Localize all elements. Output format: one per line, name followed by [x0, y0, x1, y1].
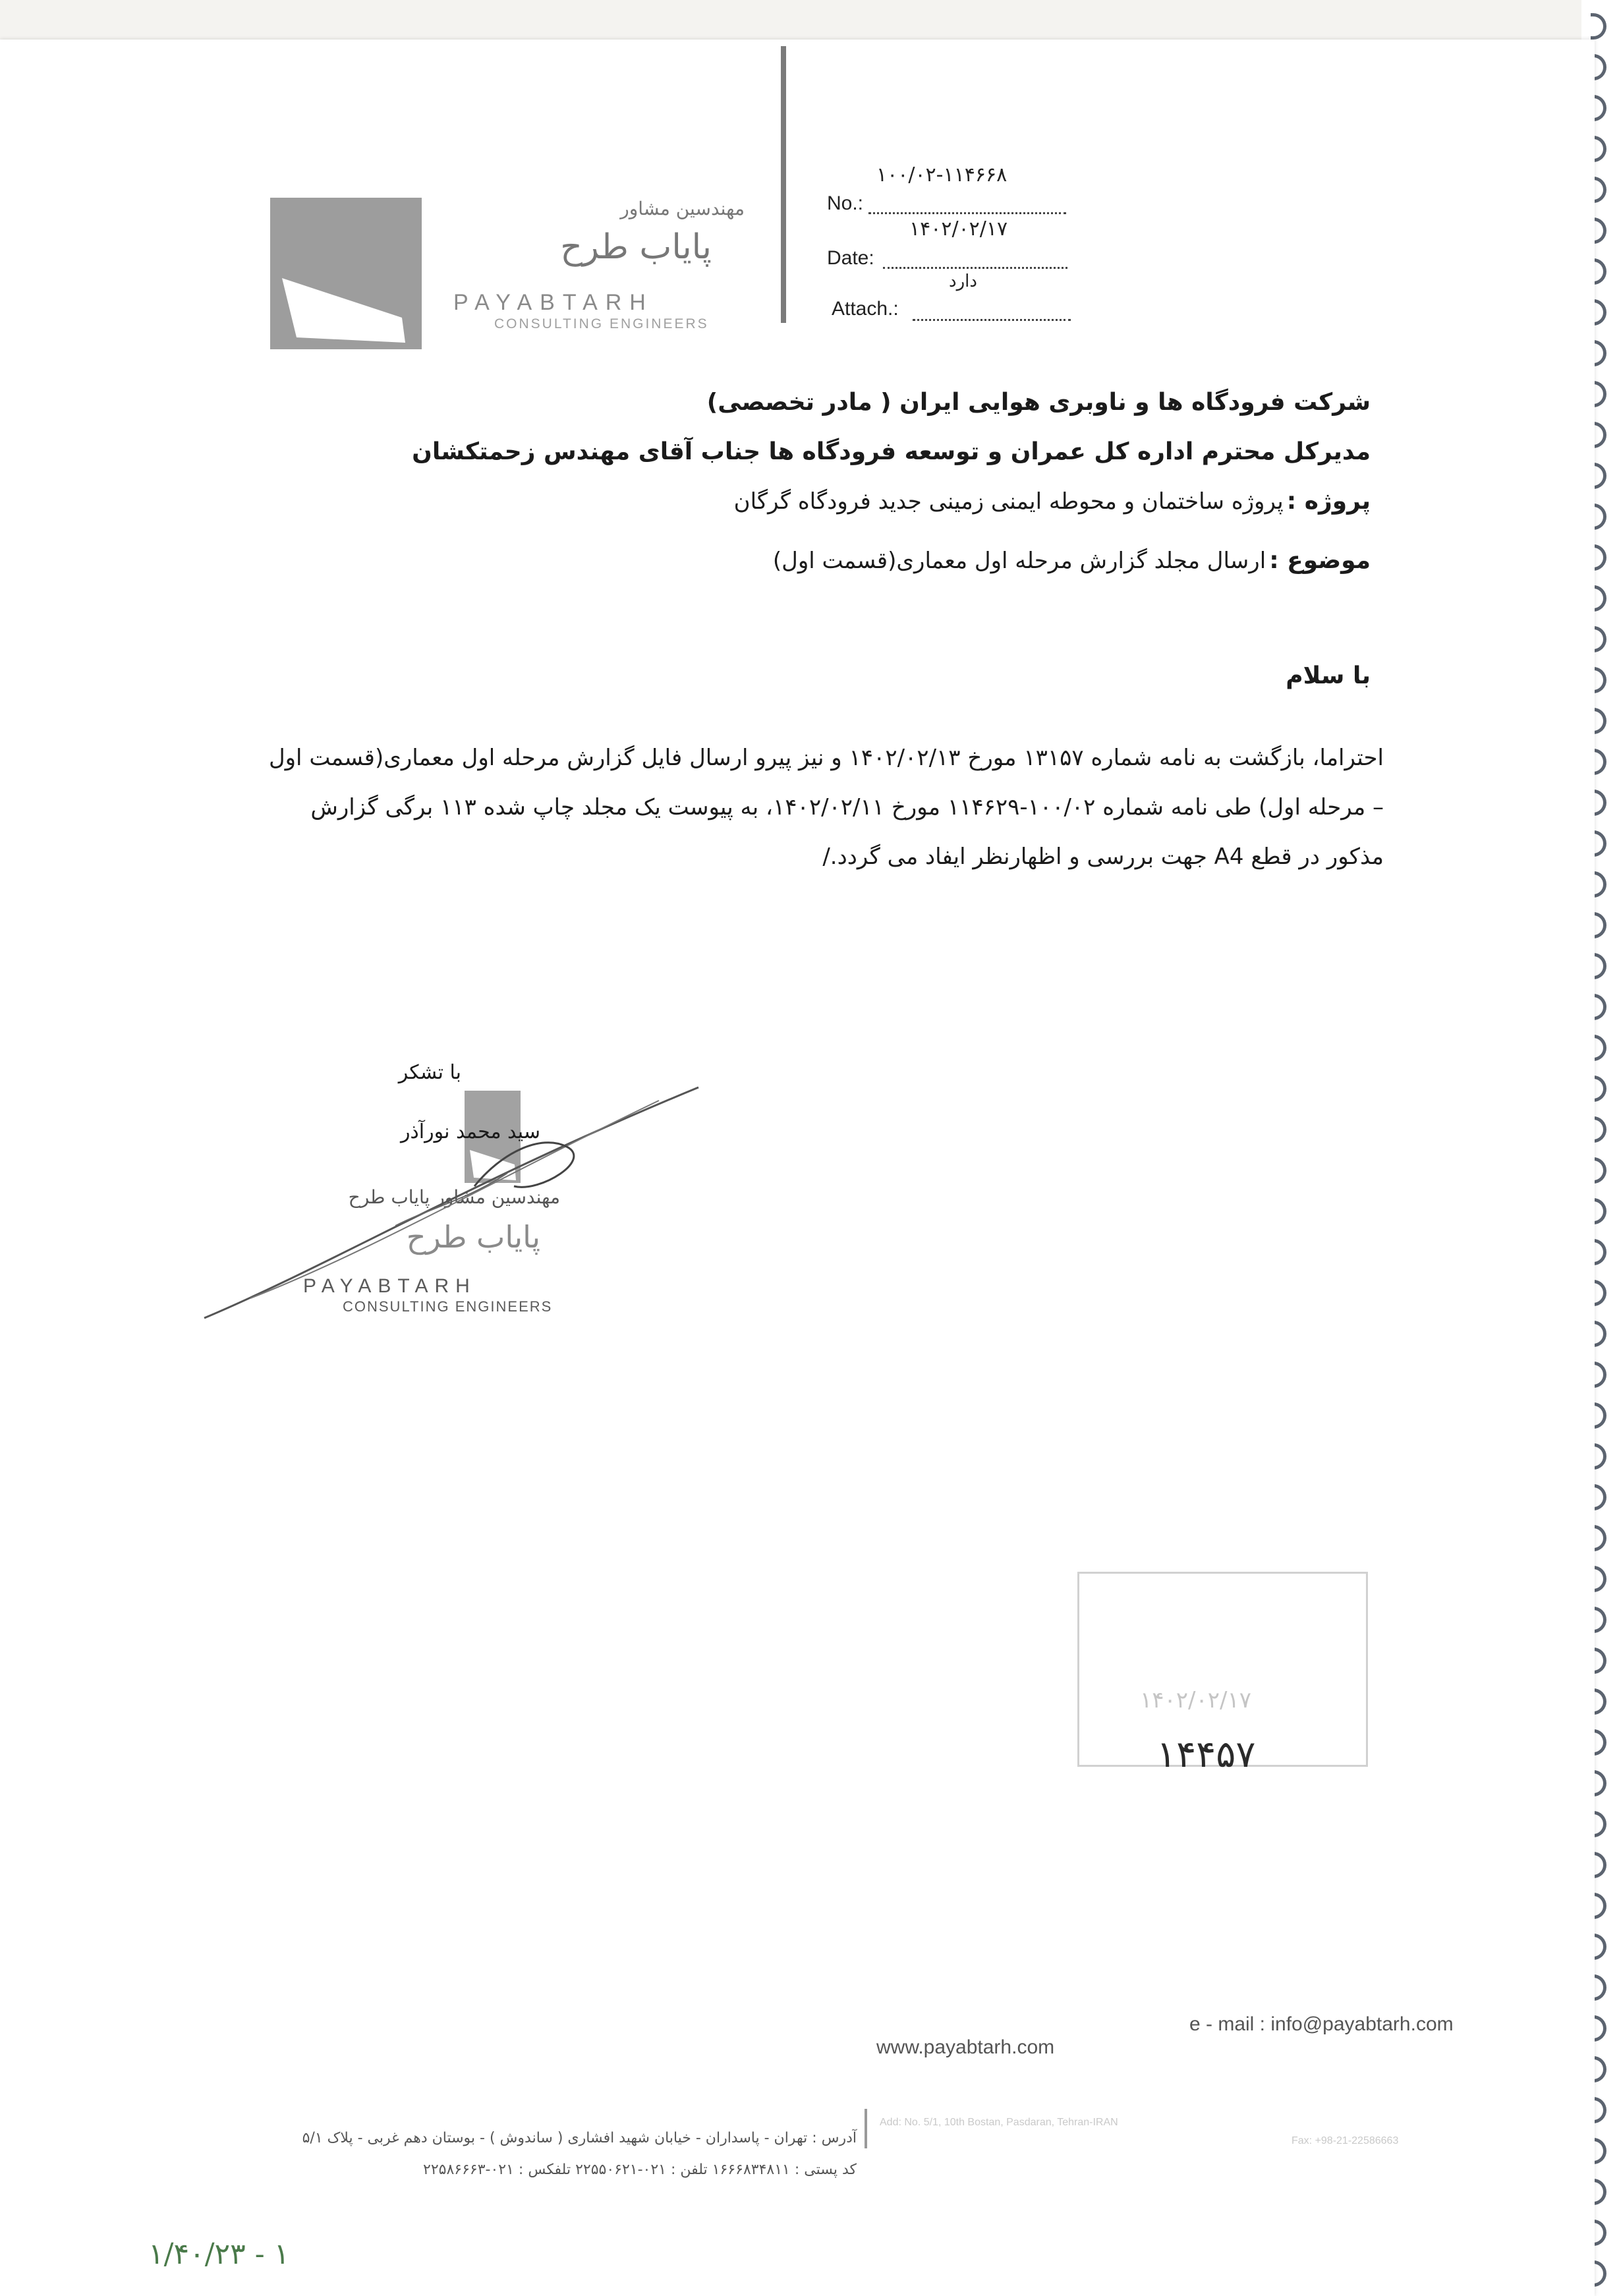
- logo-persian-subtitle: مهندسین مشاور: [620, 198, 745, 219]
- project-label: پروژه :: [1286, 488, 1371, 515]
- footer-address-fa: آدرس : تهران - پاسداران - خیابان شهید افشاری ( ساندوش ) - بوستان دهم غربی - پلاک ۵/۱: [302, 2130, 857, 2146]
- body-line-3: مذکور در قطع A4 جهت بررسی و اظهارنظر ایفاد می گردد./: [822, 844, 1384, 870]
- signature-stamp-sub: CONSULTING ENGINEERS: [343, 1298, 553, 1315]
- handwritten-signature: [198, 1074, 712, 1325]
- footer-divider: [865, 2109, 867, 2148]
- greeting: با سلام: [1286, 662, 1371, 689]
- recipient-person: مدیرکل محترم اداره کل عمران و توسعه فرودگاه ها جناب آقای مهندس زحمتکشان: [412, 438, 1371, 465]
- letter-number-label: No.:: [827, 192, 864, 214]
- subject-label: موضوع :: [1269, 547, 1371, 574]
- letter-date-line: [883, 267, 1067, 269]
- body-line-2: – مرحله اول) طی نامه شماره ۱۰۰/۰۲-۱۱۴۶۲۹ مورخ ۱۴۰۲/۰۲/۱۱، به پیوست یک مجلد چاپ شده ۱۱۳ برگی گزارش: [310, 794, 1384, 820]
- attachment-label: Attach.:: [832, 298, 899, 320]
- letter-number-line: [868, 212, 1066, 214]
- project-line: [461, 488, 1371, 515]
- logo-english-subtitle: CONSULTING ENGINEERS: [494, 316, 709, 331]
- logo-english-name: PAYABTARH: [453, 290, 654, 315]
- recipient-organization: شرکت فرودگاه ها و ناوبری هوایی ایران ( مادر تخصصی): [706, 389, 1371, 416]
- signature-title: مهندسین مشاور پایاب طرح: [348, 1186, 560, 1208]
- letter-number-value: ۱۰۰/۰۲-۱۱۴۶۶۸: [876, 163, 1008, 187]
- footer-address-en: Add: No. 5/1, 10th Bostan, Pasdaran, Tehran-IRAN: [880, 2117, 1118, 2128]
- footer-website[interactable]: www.payabtarh.com: [876, 2036, 1055, 2058]
- signature-stamp-en: PAYABTARH: [303, 1275, 476, 1297]
- footer-email[interactable]: e - mail : info@payabtarh.com: [1189, 2013, 1454, 2035]
- stamp-date: ۱۴۰۲/۰۲/۱۷: [1140, 1687, 1252, 1713]
- stamp-number: ۱۴۴۵۷: [1156, 1733, 1256, 1776]
- subject-value: ارسال مجلد گزارش مرحله اول معماری(قسمت اول): [772, 548, 1266, 574]
- subject-line: [461, 547, 1371, 574]
- attachment-line: [913, 319, 1071, 321]
- footer-contact-fa: کد پستی : ۱۶۶۶۸۳۴۸۱۱ تلفن : ۰۲۱-۲۲۵۵۰۶۲۱ تلفکس : ۰۲۱-۲۲۵۸۶۶۶۳: [423, 2162, 857, 2178]
- logo-persian-name: پایاب طرح: [560, 227, 712, 267]
- footer-phone-en: Fax: +98-21-22586663: [1292, 2135, 1399, 2146]
- payabtarh-logo-icon: [270, 198, 422, 349]
- signature-stamp-name: پایاب طرح: [406, 1219, 540, 1255]
- body-line-1: احتراما، بازگشت به نامه شماره ۱۳۱۵۷ مورخ ۱۴۰۲/۰۲/۱۳ و نیز پیرو ارسال فایل گزارش مرحله اول معماری(قسمت اول: [268, 745, 1384, 771]
- binding-ring-icon: [1591, 13, 1606, 40]
- letter-date-label: Date:: [827, 247, 874, 269]
- project-value: پروژه ساختمان و محوطه ایمنی زمینی جدید فرودگاه گرگان: [733, 488, 1284, 515]
- signature-name: سید محمد نورآذر: [400, 1120, 540, 1143]
- signature-thanks: با تشکر: [398, 1061, 461, 1084]
- letter-date-value: ۱۴۰۲/۰۲/۱۷: [909, 217, 1008, 241]
- attachment-value: دارد: [949, 272, 977, 291]
- bottom-note: ۱/۴۰/۲۳ - ۱: [148, 2237, 290, 2271]
- header-divider: [781, 46, 786, 323]
